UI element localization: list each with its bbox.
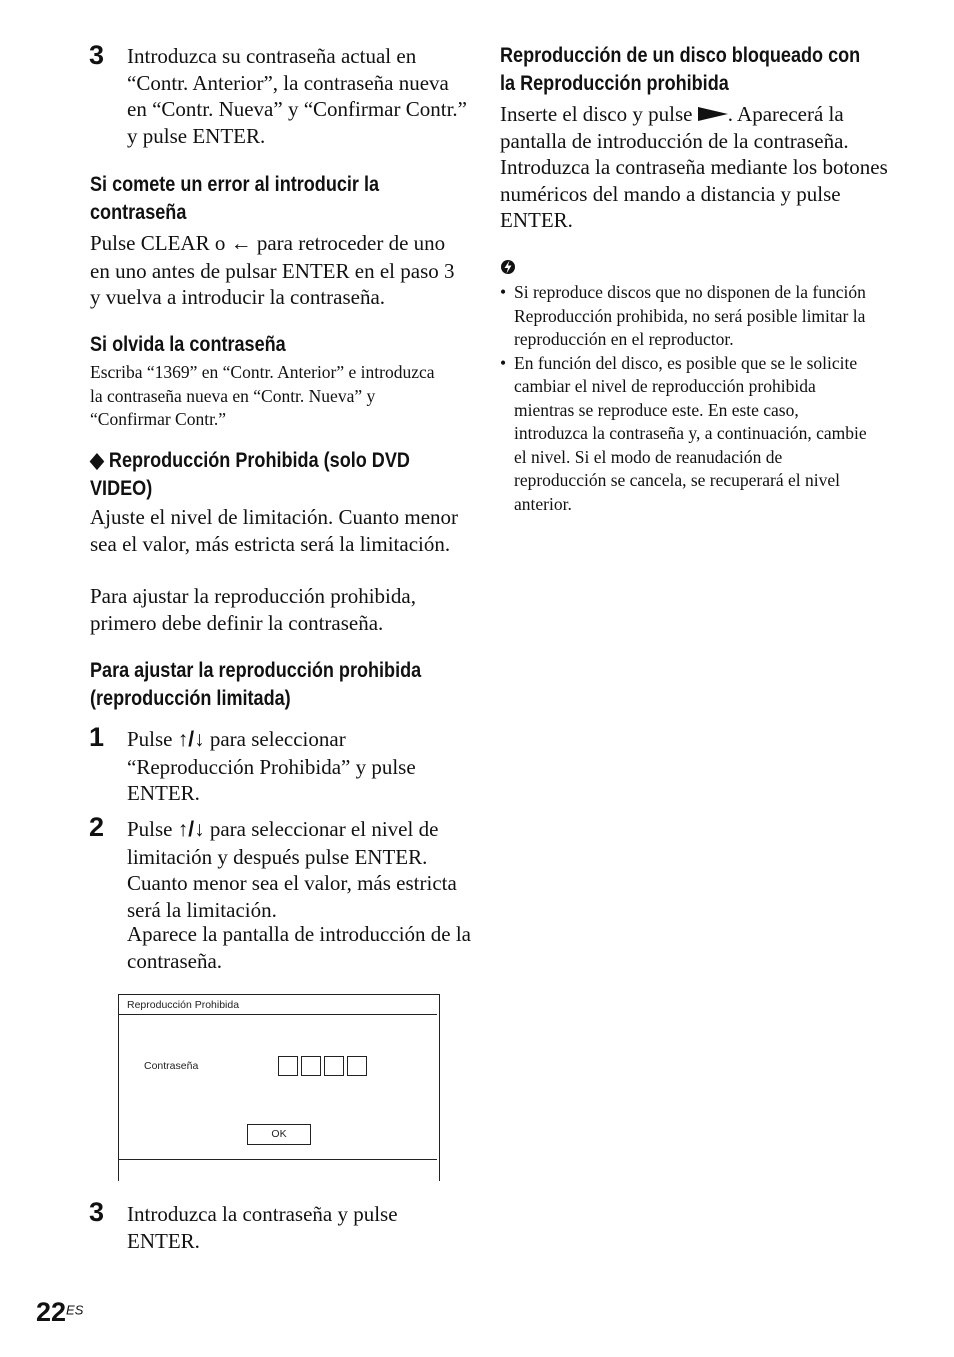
password-input[interactable] (278, 1056, 370, 1076)
play-icon (698, 107, 728, 121)
section-heading: Si comete un error al introducir la contraseña (90, 173, 380, 224)
screen-title: Reproducción Prohibida (127, 999, 240, 1011)
screen-divider (119, 1159, 437, 1160)
paragraph: Escriba “1369” en “Contr. Anterior” e introduzca la contraseña nueva en “Contr. Nueva” y “Confirmar Contr.” (90, 362, 435, 429)
section-heading: Para ajustar la reproducción prohibida (reproducción limitada) (90, 659, 422, 710)
password-digit[interactable] (347, 1056, 367, 1076)
page-number: $22^{ES}$ (36, 1297, 84, 1327)
diamond-icon: ◆ (90, 449, 104, 472)
step-text: Aparece la pantalla de introducción de la contraseña. (127, 922, 471, 973)
section-heading: Si olvida la contraseña (90, 333, 286, 356)
step-text: Introduzca su contraseña actual en “Contr. Anterior”, la contraseña nueva en “Contr. Nueva” y “Confirmar Contr.” y pulse ENTER. (127, 44, 467, 148)
step-number: 3 (89, 1197, 105, 1227)
up-down-arrow-icon: ↑/↓ (177, 818, 205, 841)
list-item (500, 352, 875, 517)
screen-divider (119, 1014, 437, 1015)
password-label: Contraseña (144, 1060, 199, 1072)
left-arrow-icon: ← (230, 232, 252, 255)
password-screen (118, 994, 440, 1181)
step-number: 2 (89, 812, 105, 842)
section-heading: Reproducción de un disco bloqueado con la Reproducción prohibida (500, 44, 861, 95)
step-text: Pulse ↑/↓ para seleccionar “Reproducción Prohibida” y pulse ENTER. (127, 727, 416, 805)
paragraph: Pulse CLEAR o ← para retroceder de uno en uno antes de pulsar ENTER en el paso 3 y vuelva a introducir la contraseña. (90, 231, 455, 309)
step-number: 3 (89, 40, 105, 70)
notes-list (500, 281, 875, 516)
paragraph: Para ajustar la reproducción prohibida, primero debe definir la contraseña. (90, 584, 416, 635)
note-icon (500, 258, 516, 276)
bullet: • (500, 282, 507, 302)
step-text: Pulse ↑/↓ para seleccionar el nivel de limitación y después pulse ENTER. Cuanto menor sea el valor, más estricta será la limitación. (127, 817, 457, 922)
paragraph: Inserte el disco y pulse . Aparecerá la pantalla de introducción de la contraseña. Introduzca la contraseña mediante los botones numéricos del mando a distancia y pulse ENTER. (500, 102, 888, 232)
list-item (500, 281, 875, 352)
step-text: Introduzca la contraseña y pulse ENTER. (127, 1202, 398, 1253)
bullet: • (500, 352, 507, 373)
password-digit[interactable] (301, 1056, 321, 1076)
ok-button[interactable]: OK (247, 1124, 311, 1145)
up-down-arrow-icon: ↑/↓ (177, 728, 205, 751)
note-text: En función del disco, es posible que se le solicite cambiar el nivel de reproducción prohibida mientras se reproduce este. En este caso, introduzca la contraseña y, a continuación, cambie el nivel. Si el modo de reanudación de reproducción se cancela, se recuperará el nivel anterior. (514, 352, 867, 514)
section-heading: ◆ Reproducción Prohibida (solo DVD VIDEO) (90, 449, 410, 500)
password-digit[interactable] (278, 1056, 298, 1076)
paragraph: Ajuste el nivel de limitación. Cuanto menor sea el valor, más estricta será la limitación. (90, 505, 459, 556)
step-number: 1 (89, 722, 105, 752)
password-digit[interactable] (324, 1056, 344, 1076)
note-text: Si reproduce discos que no disponen de la función Reproducción prohibida, no será posible limitar la reproducción en el reproductor. (514, 282, 866, 349)
